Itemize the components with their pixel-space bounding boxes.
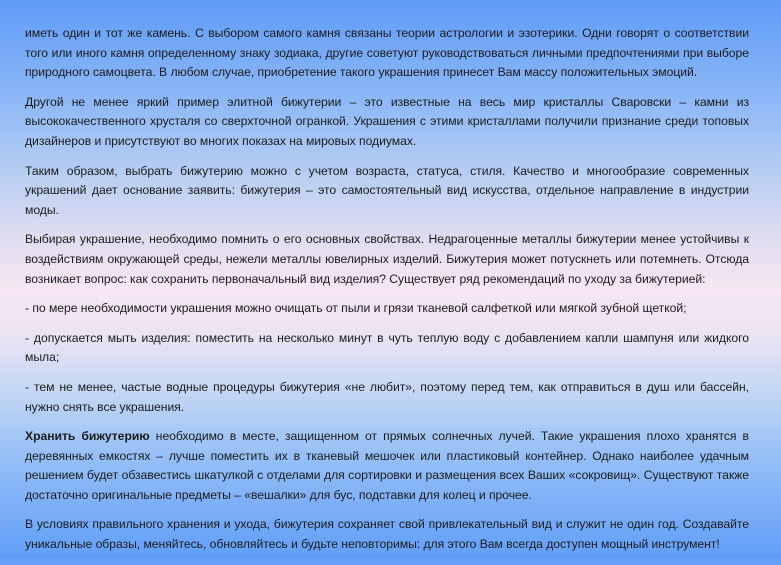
paragraph-care-properties	[25, 230, 749, 289]
list-item-text: - тем не менее, частые водные процедуры бижутерия «не любит», поэтому перед тем, как отправиться в душ или бассейн, нужно снять все украшения.	[25, 379, 749, 414]
document-body	[25, 24, 749, 565]
list-item-washing	[25, 329, 749, 368]
paragraph-conclusion-art	[25, 162, 749, 221]
paragraph-storage	[25, 427, 749, 505]
paragraph-text: иметь один и тот же камень. С выбором самого камня связаны теории астрологии и эзотерики. Одни говорят о соответствии того или иного камня определенному знаку зодиака, другие советуют руководствоваться личными предпочтениями при выборе природного самоцвета. В любом случае, приобретение такого украшения принесет Вам массу положительных эмоций.	[25, 26, 749, 80]
paragraph-stone-astrology	[25, 24, 749, 83]
paragraph-final	[25, 515, 749, 554]
list-item-text: - допускается мыть изделия: поместить на несколько минут в чуть теплую воду с добавлением капли шампуня или жидкого мыла;	[25, 330, 749, 365]
paragraph-text: Таким образом, выбрать бижутерию можно с учетом возраста, статуса, стиля. Качество и многообразие современных украшений дает основание заявить: бижутерия – это самостоятельный вид искусства, отдельное направление в индустрии моды.	[25, 163, 749, 217]
list-item-cleaning	[25, 299, 749, 319]
paragraph-swarovski	[25, 93, 749, 152]
list-item-text: - по мере необходимости украшения можно очищать от пыли и грязи тканевой салфеткой или мягкой зубной щеткой;	[25, 301, 687, 316]
paragraph-text: Другой не менее яркий пример элитной бижутерии – это известные на весь мир кристаллы Сваровски – камни из высококачественного хрусталя со сверхточной огранкой. Украшения с этими кристаллами получили признание среди топовых дизайнеров и присутствуют во многих показах на мировых подиумах.	[25, 94, 749, 148]
paragraph-text: Выбирая украшение, необходимо помнить о его основных свойствах. Недрагоценные металлы бижутерии менее устойчивы к воздействиям окружающей среды, нежели металлы ювелирных изделий. Бижутерия может потускнеть или потемнеть. Отсюда возникает вопрос: как сохранить первоначальный вид изделия? Существует ряд рекомендаций по уходу за бижутерией:	[25, 232, 749, 286]
paragraph-text: необходимо в месте, защищенном от прямых солнечных лучей. Такие украшения плохо хранятся в деревянных емкостях – лучше поместить их в тканевый мешочек или пластиковый контейнер. Однако наиболее удачным решением будет обзавестись шкатулкой с отделами для сортировки и размещения всех Ваших «сокровищ». Существуют также достаточно оригинальные предметы – «вешалки» для бус, подставки для колец и прочее.	[25, 429, 749, 502]
paragraph-text: В условиях правильного хранения и ухода, бижутерия сохраняет свой привлекательный вид и служит не один год. Создавайте уникальные образы, меняйтесь, обновляйтесь и будьте неповторимы: для этого Вам всегда доступен мощный инструмент!	[25, 517, 749, 552]
list-item-water-procedures	[25, 378, 749, 417]
storage-bold-lead: Хранить бижутерию	[25, 429, 150, 444]
